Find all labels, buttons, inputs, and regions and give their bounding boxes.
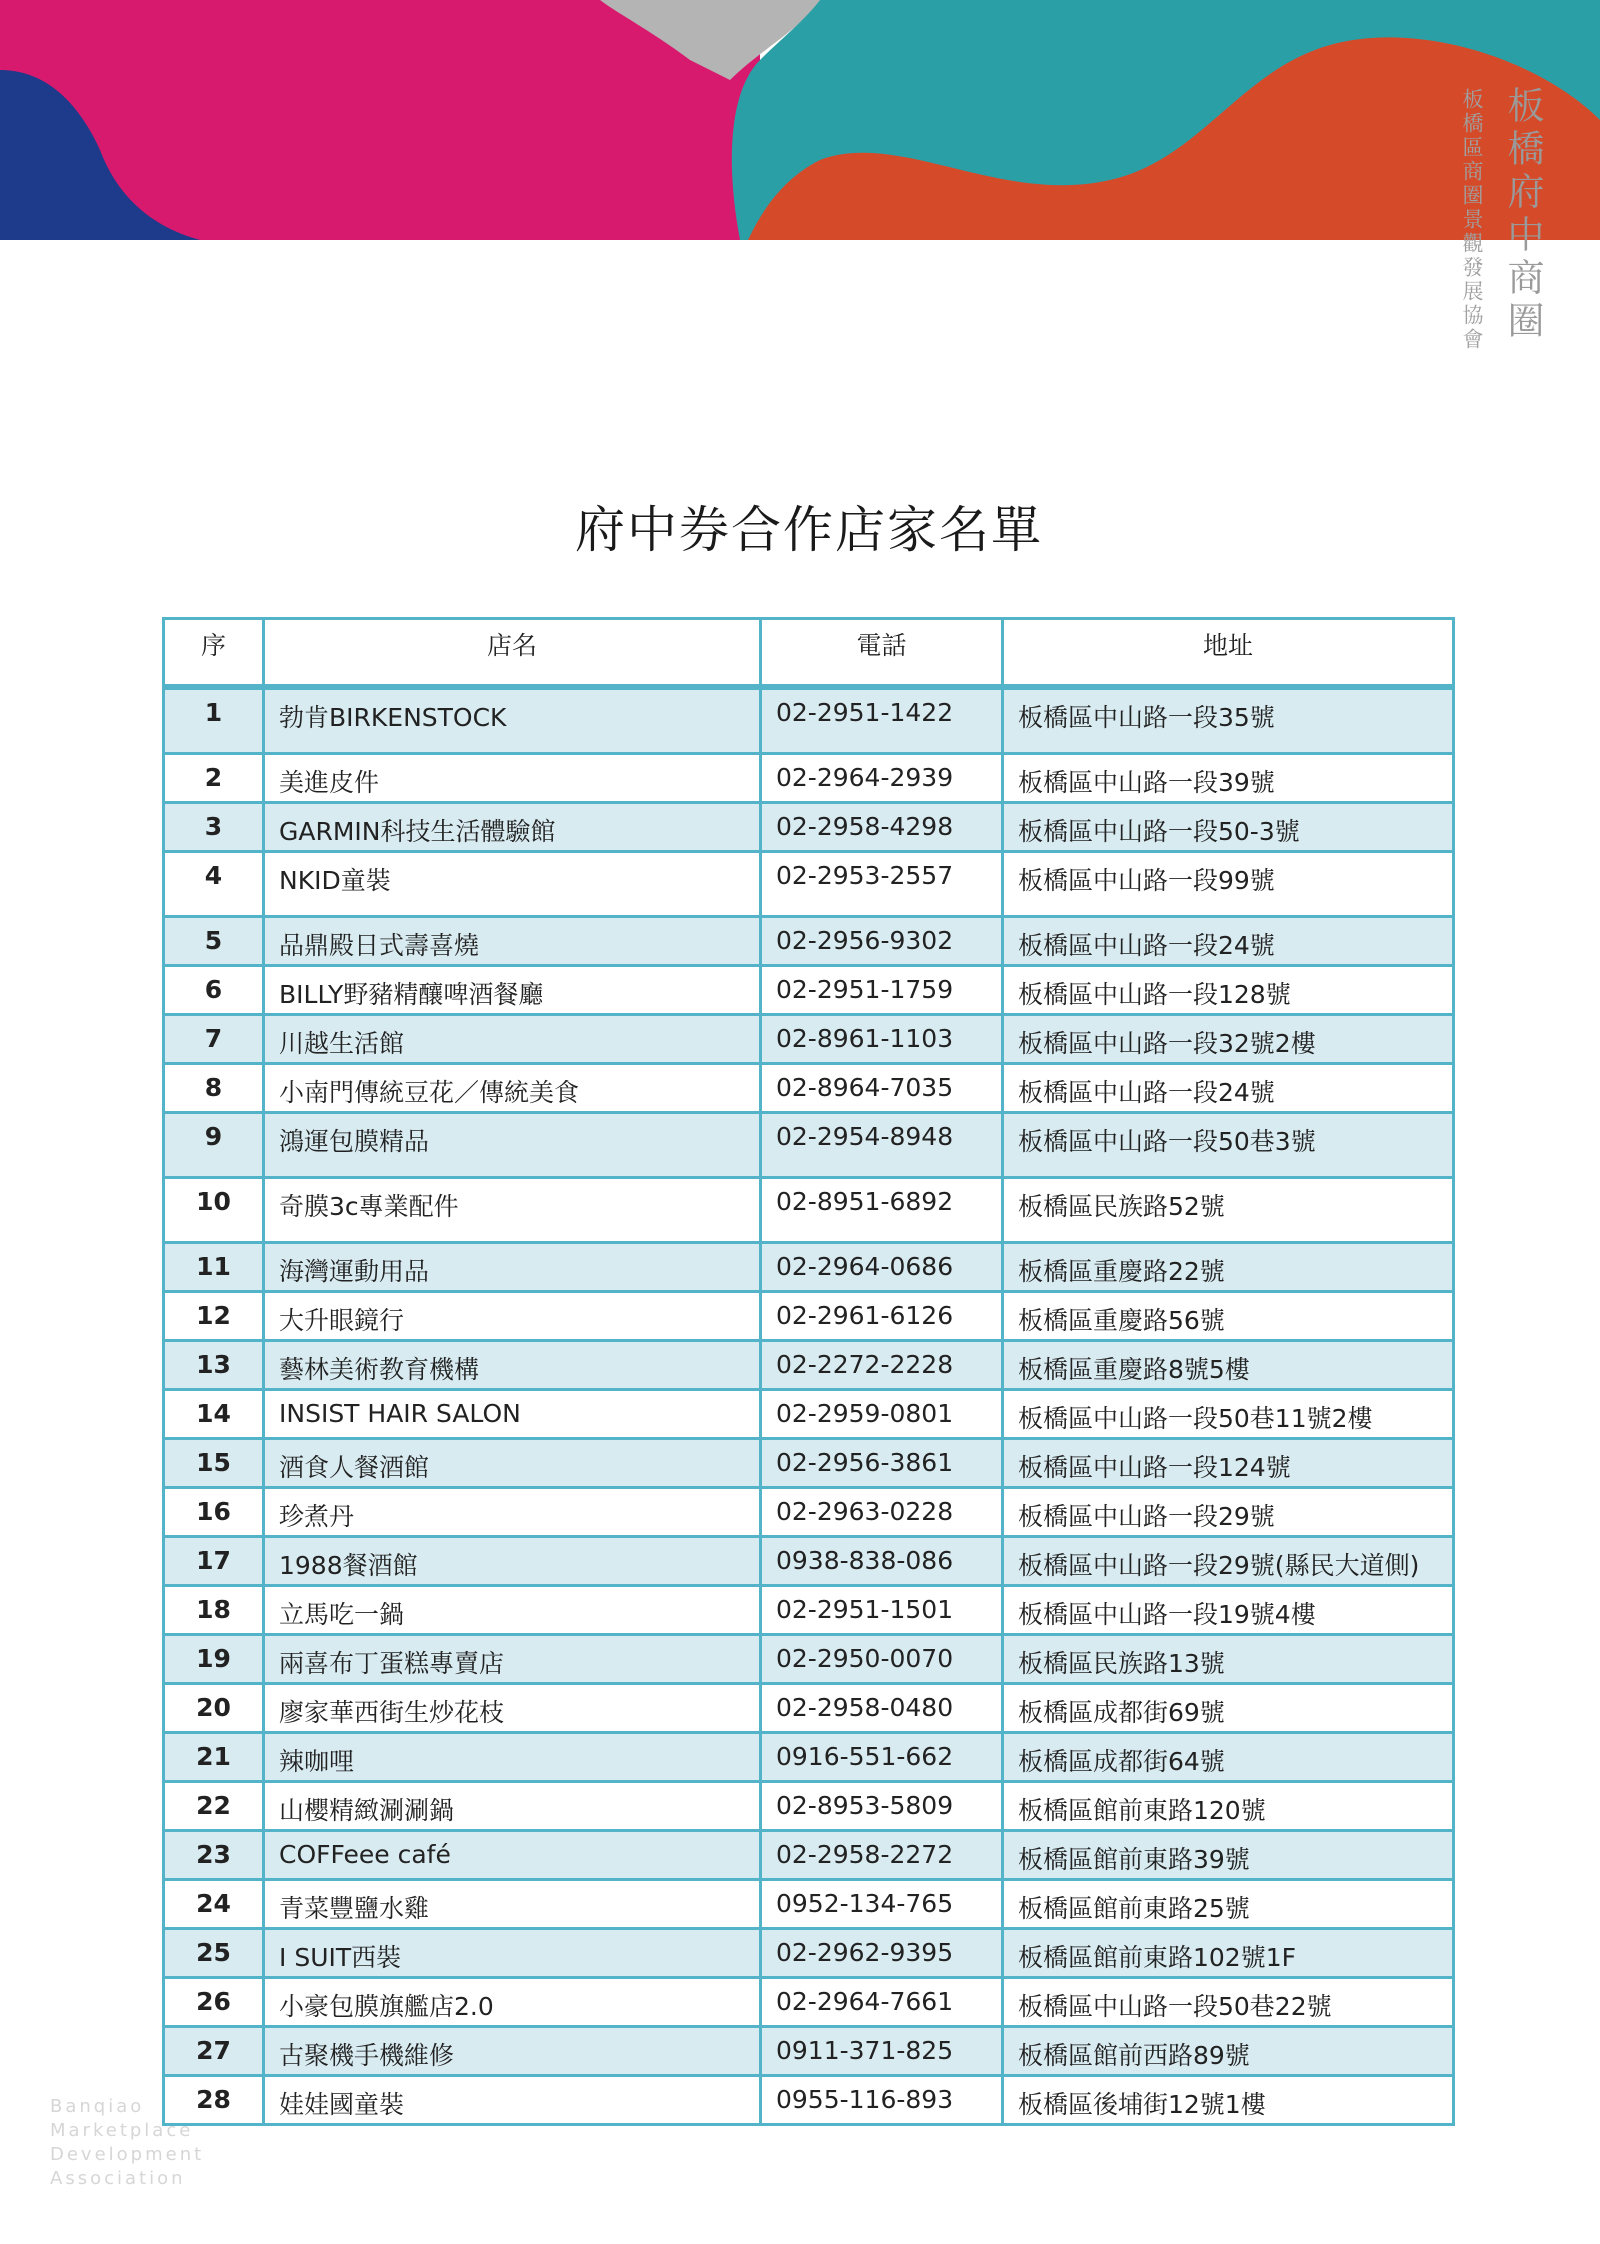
row-name: 小豪包膜旗艦店2.0 (264, 1978, 761, 2027)
row-name: GARMIN科技生活體驗館 (264, 803, 761, 852)
row-name: 鴻運包膜精品 (264, 1113, 761, 1178)
header-address: 地址 (1003, 619, 1454, 688)
table-row (164, 1782, 1454, 1831)
row-name: 1988餐酒館 (264, 1537, 761, 1586)
row-phone: 02-2964-0686 (761, 1243, 1003, 1292)
table-row (164, 2027, 1454, 2076)
table-row (164, 1733, 1454, 1782)
row-name: 酒食人餐酒館 (264, 1439, 761, 1488)
row-address: 板橋區中山路一段124號 (1003, 1439, 1454, 1488)
table-row (164, 917, 1454, 966)
table-row (164, 1586, 1454, 1635)
row-seq: 7 (164, 1015, 264, 1064)
org-subtitle-vertical: 板橋區商圈景觀發展協會 (1460, 88, 1484, 352)
row-address: 板橋區中山路一段39號 (1003, 754, 1454, 803)
row-phone: 0916-551-662 (761, 1733, 1003, 1782)
row-address: 板橋區成都街69號 (1003, 1684, 1454, 1733)
row-name: 勃肯BIRKENSTOCK (264, 687, 761, 754)
row-name: 品鼎殿日式壽喜燒 (264, 917, 761, 966)
table-row (164, 1880, 1454, 1929)
row-phone: 02-2951-1759 (761, 966, 1003, 1015)
row-phone: 02-2951-1422 (761, 687, 1003, 754)
document-title: 府中券合作店家名單 (575, 501, 1043, 559)
row-address: 板橋區館前東路102號1F (1003, 1929, 1454, 1978)
row-name: INSIST HAIR SALON (264, 1390, 761, 1439)
table-row (164, 1684, 1454, 1733)
table-row (164, 1390, 1454, 1439)
row-phone: 0952-134-765 (761, 1880, 1003, 1929)
row-name: 古聚機手機維修 (264, 2027, 761, 2076)
row-seq: 20 (164, 1684, 264, 1733)
row-phone: 02-8961-1103 (761, 1015, 1003, 1064)
row-name: COFFeee café (264, 1831, 761, 1880)
org-title-vertical: 板橋府中商圈 (1501, 86, 1544, 344)
row-address: 板橋區館前西路89號 (1003, 2027, 1454, 2076)
table-row (164, 852, 1454, 917)
table-row (164, 966, 1454, 1015)
row-phone: 02-2272-2228 (761, 1341, 1003, 1390)
table-row (164, 1439, 1454, 1488)
row-address: 板橋區中山路一段50巷22號 (1003, 1978, 1454, 2027)
row-name: 珍煮丹 (264, 1488, 761, 1537)
row-phone: 02-2958-4298 (761, 803, 1003, 852)
row-phone: 02-2959-0801 (761, 1390, 1003, 1439)
row-address: 板橋區中山路一段24號 (1003, 1064, 1454, 1113)
row-phone: 02-2956-3861 (761, 1439, 1003, 1488)
row-seq: 2 (164, 754, 264, 803)
watermark-line: Banqiao (50, 2096, 145, 2117)
row-address: 板橋區重慶路56號 (1003, 1292, 1454, 1341)
row-address: 板橋區中山路一段128號 (1003, 966, 1454, 1015)
row-seq: 22 (164, 1782, 264, 1831)
row-seq: 11 (164, 1243, 264, 1292)
row-name: I SUIT西裝 (264, 1929, 761, 1978)
table-row (164, 1064, 1454, 1113)
row-address: 板橋區中山路一段50巷3號 (1003, 1113, 1454, 1178)
row-phone: 02-2950-0070 (761, 1635, 1003, 1684)
watermark-line: Marketplace (50, 2120, 194, 2141)
row-seq: 12 (164, 1292, 264, 1341)
row-name: 山櫻精緻涮涮鍋 (264, 1782, 761, 1831)
row-name: 海灣運動用品 (264, 1243, 761, 1292)
row-phone: 02-2956-9302 (761, 917, 1003, 966)
row-seq: 15 (164, 1439, 264, 1488)
row-seq: 25 (164, 1929, 264, 1978)
row-name: BILLY野豬精釀啤酒餐廳 (264, 966, 761, 1015)
row-phone: 02-2963-0228 (761, 1488, 1003, 1537)
row-phone: 02-2964-7661 (761, 1978, 1003, 2027)
row-address: 板橋區中山路一段29號 (1003, 1488, 1454, 1537)
row-name: 美進皮件 (264, 754, 761, 803)
row-phone: 02-8964-7035 (761, 1064, 1003, 1113)
table-row (164, 1292, 1454, 1341)
row-phone: 02-2951-1501 (761, 1586, 1003, 1635)
row-name: 廖家華西街生炒花枝 (264, 1684, 761, 1733)
row-name: 大升眼鏡行 (264, 1292, 761, 1341)
header-name: 店名 (264, 619, 761, 688)
table-row (164, 1488, 1454, 1537)
row-phone: 02-2953-2557 (761, 852, 1003, 917)
table-row (164, 1341, 1454, 1390)
row-seq: 21 (164, 1733, 264, 1782)
table-row (164, 1635, 1454, 1684)
header-phone: 電話 (761, 619, 1003, 688)
footer-watermark (50, 2095, 204, 2191)
row-name: 川越生活館 (264, 1015, 761, 1064)
row-seq: 26 (164, 1978, 264, 2027)
row-phone: 02-2964-2939 (761, 754, 1003, 803)
row-address: 板橋區中山路一段19號4樓 (1003, 1586, 1454, 1635)
table-row (164, 754, 1454, 803)
row-seq: 5 (164, 917, 264, 966)
row-seq: 8 (164, 1064, 264, 1113)
table-row (164, 1831, 1454, 1880)
header-seq: 序 (164, 619, 264, 688)
row-phone: 0955-116-893 (761, 2076, 1003, 2125)
table-row (164, 803, 1454, 852)
row-seq: 3 (164, 803, 264, 852)
row-seq: 10 (164, 1178, 264, 1243)
row-phone: 02-2958-2272 (761, 1831, 1003, 1880)
table-header-row (164, 619, 1454, 688)
watermark-line: Association (50, 2168, 186, 2189)
row-phone: 0938-838-086 (761, 1537, 1003, 1586)
table-row (164, 1113, 1454, 1178)
row-address: 板橋區民族路13號 (1003, 1635, 1454, 1684)
row-seq: 9 (164, 1113, 264, 1178)
row-phone: 02-8953-5809 (761, 1782, 1003, 1831)
row-seq: 1 (164, 687, 264, 754)
row-name: 藝林美術教育機構 (264, 1341, 761, 1390)
row-phone: 02-2954-8948 (761, 1113, 1003, 1178)
row-seq: 28 (164, 2076, 264, 2125)
row-address: 板橋區後埔街12號1樓 (1003, 2076, 1454, 2125)
row-seq: 19 (164, 1635, 264, 1684)
row-name: 兩喜布丁蛋糕專賣店 (264, 1635, 761, 1684)
table-row (164, 687, 1454, 754)
row-address: 板橋區館前東路25號 (1003, 1880, 1454, 1929)
row-name: 小南門傳統豆花／傳統美食 (264, 1064, 761, 1113)
row-address: 板橋區館前東路39號 (1003, 1831, 1454, 1880)
row-address: 板橋區中山路一段50-3號 (1003, 803, 1454, 852)
row-address: 板橋區館前東路120號 (1003, 1782, 1454, 1831)
row-phone: 02-8951-6892 (761, 1178, 1003, 1243)
row-address: 板橋區中山路一段32號2樓 (1003, 1015, 1454, 1064)
watermark-line: Development (50, 2144, 205, 2165)
row-seq: 4 (164, 852, 264, 917)
table-row (164, 2076, 1454, 2125)
row-address: 板橋區成都街64號 (1003, 1733, 1454, 1782)
table-row (164, 1978, 1454, 2027)
row-seq: 18 (164, 1586, 264, 1635)
table-row (164, 1537, 1454, 1586)
row-name: NKID童裝 (264, 852, 761, 917)
header-banner (0, 0, 1600, 240)
row-phone: 02-2962-9395 (761, 1929, 1003, 1978)
row-address: 板橋區中山路一段35號 (1003, 687, 1454, 754)
row-name: 青菜豐鹽水雞 (264, 1880, 761, 1929)
row-seq: 24 (164, 1880, 264, 1929)
table-row (164, 1015, 1454, 1064)
table-row (164, 1178, 1454, 1243)
row-address: 板橋區重慶路22號 (1003, 1243, 1454, 1292)
row-seq: 13 (164, 1341, 264, 1390)
table-row (164, 1929, 1454, 1978)
row-name: 娃娃國童裝 (264, 2076, 761, 2125)
row-name: 奇膜3c專業配件 (264, 1178, 761, 1243)
row-name: 辣咖哩 (264, 1733, 761, 1782)
row-address: 板橋區中山路一段50巷11號2樓 (1003, 1390, 1454, 1439)
row-address: 板橋區中山路一段24號 (1003, 917, 1454, 966)
row-seq: 23 (164, 1831, 264, 1880)
row-phone: 02-2958-0480 (761, 1684, 1003, 1733)
row-address: 板橋區重慶路8號5樓 (1003, 1341, 1454, 1390)
row-address: 板橋區民族路52號 (1003, 1178, 1454, 1243)
row-seq: 27 (164, 2027, 264, 2076)
row-seq: 17 (164, 1537, 264, 1586)
table-row (164, 1243, 1454, 1292)
row-address: 板橋區中山路一段29號(縣民大道側) (1003, 1537, 1454, 1586)
row-address: 板橋區中山路一段99號 (1003, 852, 1454, 917)
row-phone: 0911-371-825 (761, 2027, 1003, 2076)
store-list-table (162, 617, 1455, 2126)
row-seq: 6 (164, 966, 264, 1015)
row-phone: 02-2961-6126 (761, 1292, 1003, 1341)
row-seq: 16 (164, 1488, 264, 1537)
row-name: 立馬吃一鍋 (264, 1586, 761, 1635)
row-seq: 14 (164, 1390, 264, 1439)
